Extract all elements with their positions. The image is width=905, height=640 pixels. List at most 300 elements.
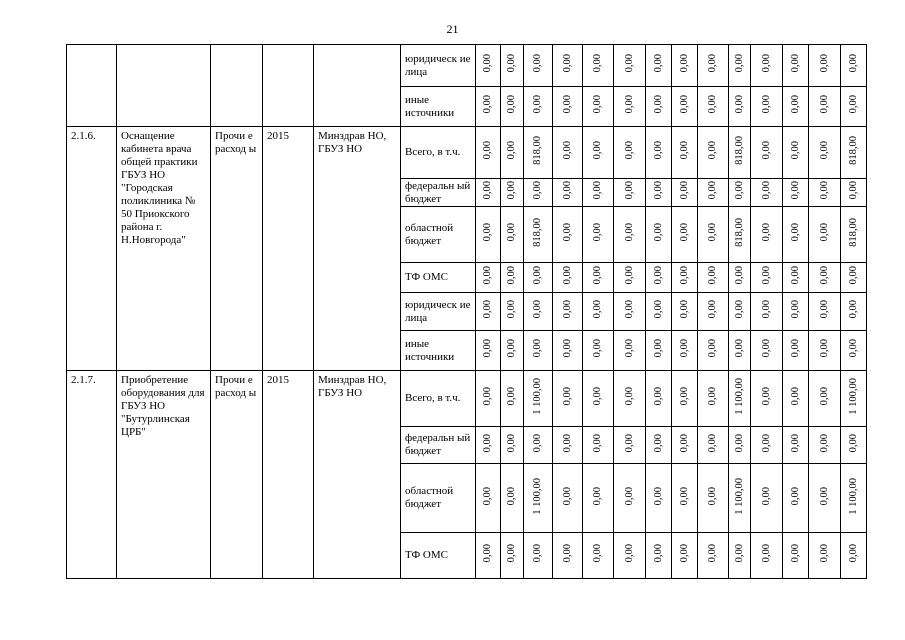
funding-source-cell: юридическ ие лица	[401, 293, 476, 331]
amount-value: 0,00	[623, 95, 635, 114]
amount-cell	[751, 207, 783, 263]
amount-cell	[614, 127, 646, 179]
amount-value: 0,00	[707, 141, 718, 160]
amount-cell	[751, 293, 783, 331]
amount-value: 0,00	[789, 486, 801, 506]
amount-cell	[729, 464, 751, 533]
amount-cell	[583, 179, 614, 207]
amount-value: 0,00	[847, 181, 859, 200]
amount-cell	[553, 293, 583, 331]
amount-cell	[841, 293, 867, 331]
amount-value: 0,00	[482, 433, 493, 453]
amount-value: 0,00	[818, 266, 830, 285]
amount-value: 0,00	[733, 54, 745, 73]
amount-cell	[646, 427, 672, 464]
amount-value: 0,00	[789, 95, 801, 114]
funding-source-cell: ТФ ОМС	[401, 263, 476, 293]
amount-value: 0,00	[707, 223, 718, 242]
amount-value: 0,00	[506, 54, 517, 73]
amount-cell	[672, 293, 698, 331]
amount-cell	[553, 533, 583, 579]
amount-value: 0,00	[760, 544, 772, 563]
amount-value: 0,00	[482, 181, 493, 200]
amount-cell	[672, 87, 698, 127]
amount-value: 0,00	[678, 141, 690, 160]
amount-value: 0,00	[592, 339, 603, 358]
amount-cell	[841, 127, 867, 179]
amount-value: 0,00	[789, 223, 801, 242]
amount-value: 0,00	[592, 433, 603, 453]
amount-value: 0,00	[652, 544, 664, 563]
amount-cell	[614, 293, 646, 331]
amount-cell	[841, 45, 867, 87]
amount-cell	[698, 263, 729, 293]
amount-cell	[614, 371, 646, 427]
amount-cell	[783, 427, 809, 464]
amount-cell	[614, 179, 646, 207]
funding-source-cell: ТФ ОМС	[401, 533, 476, 579]
amount-value: 0,00	[760, 486, 772, 506]
item-code-cell: 2.1.6.	[67, 127, 117, 371]
amount-cell	[614, 263, 646, 293]
amount-value: 0,00	[847, 339, 859, 358]
amount-cell	[809, 331, 841, 371]
amount-value: 0,00	[733, 95, 745, 114]
amount-value: 0,00	[592, 387, 603, 406]
amount-cell	[553, 263, 583, 293]
amount-value: 0,00	[561, 223, 573, 242]
amount-value: 0,00	[482, 339, 493, 358]
amount-cell	[524, 87, 553, 127]
amount-value: 0,00	[707, 339, 718, 358]
amount-cell	[783, 87, 809, 127]
amount-cell	[583, 207, 614, 263]
amount-cell	[646, 533, 672, 579]
amount-value: 0,00	[561, 387, 573, 406]
amount-cell	[672, 533, 698, 579]
amount-cell	[646, 207, 672, 263]
amount-cell	[583, 45, 614, 87]
amount-value: 0,00	[506, 266, 517, 285]
amount-value: 0,00	[561, 95, 573, 114]
amount-value: 0,00	[506, 181, 517, 200]
amount-cell	[751, 45, 783, 87]
amount-value: 0,00	[506, 387, 517, 406]
amount-value: 0,00	[592, 544, 603, 563]
amount-cell	[524, 331, 553, 371]
amount-value: 0,00	[707, 387, 718, 406]
amount-value: 0,00	[592, 95, 603, 114]
amount-value: 0,00	[652, 141, 664, 160]
amount-cell	[614, 427, 646, 464]
amount-cell	[501, 263, 524, 293]
amount-cell	[783, 45, 809, 87]
amount-cell	[553, 45, 583, 87]
amount-value: 0,00	[789, 544, 801, 563]
amount-cell	[476, 87, 501, 127]
amount-cell	[646, 293, 672, 331]
amount-value: 0,00	[482, 95, 493, 114]
amount-value: 0,00	[707, 433, 718, 453]
amount-cell	[751, 331, 783, 371]
amount-value: 818,00	[532, 218, 543, 247]
amount-value: 0,00	[652, 300, 664, 319]
amount-value: 0,00	[623, 300, 635, 319]
amount-cell	[841, 179, 867, 207]
amount-cell	[501, 371, 524, 427]
amount-value: 0,00	[592, 300, 603, 319]
table-row	[67, 127, 867, 179]
amount-value: 0,00	[652, 387, 664, 406]
amount-cell	[729, 127, 751, 179]
amount-value: 0,00	[760, 387, 772, 406]
amount-value: 0,00	[760, 95, 772, 114]
amount-value: 0,00	[532, 433, 543, 453]
amount-value: 1 100,00	[733, 378, 745, 415]
amount-cell	[476, 127, 501, 179]
amount-cell	[672, 263, 698, 293]
amount-cell	[524, 533, 553, 579]
amount-value: 1 100,00	[532, 477, 543, 515]
year-cell: 2015	[263, 371, 314, 579]
amount-cell	[698, 127, 729, 179]
amount-cell	[729, 427, 751, 464]
amount-value: 0,00	[652, 339, 664, 358]
amount-value: 0,00	[678, 339, 690, 358]
funding-source-cell: областной бюджет	[401, 207, 476, 263]
amount-value: 0,00	[623, 54, 635, 73]
table-row	[67, 45, 867, 87]
amount-value: 0,00	[707, 95, 718, 114]
amount-value: 0,00	[847, 95, 859, 114]
funding-source-cell: федеральн ый бюджет	[401, 427, 476, 464]
amount-value: 0,00	[789, 266, 801, 285]
amount-value: 0,00	[506, 544, 517, 563]
amount-cell	[841, 371, 867, 427]
amount-cell	[646, 464, 672, 533]
funding-source-cell: областной бюджет	[401, 464, 476, 533]
amount-value: 0,00	[592, 486, 603, 506]
amount-cell	[698, 533, 729, 579]
amount-cell	[751, 427, 783, 464]
amount-value: 0,00	[652, 95, 664, 114]
amount-cell	[476, 533, 501, 579]
amount-cell	[614, 45, 646, 87]
amount-value: 0,00	[707, 486, 718, 506]
amount-cell	[698, 87, 729, 127]
amount-cell	[614, 207, 646, 263]
amount-cell	[553, 427, 583, 464]
amount-cell	[476, 427, 501, 464]
amount-cell	[751, 263, 783, 293]
amount-value: 818,00	[733, 218, 745, 247]
amount-value: 0,00	[818, 223, 830, 242]
funding-source-cell: федеральн ый бюджет	[401, 179, 476, 207]
amount-cell	[583, 293, 614, 331]
funding-source-cell: Всего, в т.ч.	[401, 127, 476, 179]
amount-cell	[524, 293, 553, 331]
amount-cell	[698, 427, 729, 464]
amount-cell	[646, 127, 672, 179]
amount-cell	[501, 533, 524, 579]
amount-value: 0,00	[623, 266, 635, 285]
amount-cell	[583, 263, 614, 293]
amount-value: 0,00	[592, 223, 603, 242]
amount-cell	[476, 207, 501, 263]
amount-value: 0,00	[623, 433, 635, 453]
amount-cell	[614, 533, 646, 579]
amount-value: 0,00	[789, 181, 801, 200]
amount-value: 1 100,00	[532, 378, 543, 415]
amount-cell	[729, 179, 751, 207]
amount-value: 0,00	[592, 54, 603, 73]
amount-value: 0,00	[652, 181, 664, 200]
amount-value: 0,00	[818, 95, 830, 114]
amount-cell	[672, 207, 698, 263]
amount-value: 0,00	[760, 223, 772, 242]
funding-source-cell: юридическ ие лица	[401, 45, 476, 87]
page-number: 21	[446, 22, 459, 36]
amount-cell	[501, 331, 524, 371]
amount-value: 0,00	[789, 141, 801, 160]
amount-value: 818,00	[733, 136, 745, 165]
amount-cell	[751, 127, 783, 179]
amount-cell	[672, 179, 698, 207]
executor-cell: Минздрав НО, ГБУЗ НО	[314, 127, 401, 371]
amount-value: 0,00	[652, 486, 664, 506]
amount-cell	[476, 45, 501, 87]
amount-cell	[841, 331, 867, 371]
amount-value: 0,00	[532, 544, 543, 563]
amount-cell	[698, 464, 729, 533]
executor-cell	[314, 45, 401, 127]
amount-cell	[809, 127, 841, 179]
amount-cell	[501, 293, 524, 331]
amount-cell	[783, 371, 809, 427]
amount-value: 0,00	[760, 266, 772, 285]
amount-value: 0,00	[678, 300, 690, 319]
amount-value: 0,00	[561, 486, 573, 506]
amount-cell	[501, 87, 524, 127]
amount-value: 818,00	[847, 136, 859, 165]
amount-value: 0,00	[678, 223, 690, 242]
amount-cell	[809, 427, 841, 464]
amount-cell	[751, 371, 783, 427]
amount-value: 0,00	[760, 300, 772, 319]
amount-value: 0,00	[506, 433, 517, 453]
amount-cell	[809, 45, 841, 87]
amount-value: 0,00	[789, 387, 801, 406]
amount-cell	[783, 533, 809, 579]
amount-cell	[841, 427, 867, 464]
amount-value: 818,00	[847, 218, 859, 247]
amount-value: 0,00	[506, 339, 517, 358]
amount-cell	[672, 371, 698, 427]
amount-value: 0,00	[818, 300, 830, 319]
amount-value: 0,00	[678, 387, 690, 406]
amount-cell	[698, 207, 729, 263]
amount-cell	[614, 87, 646, 127]
amount-cell	[646, 179, 672, 207]
amount-value: 0,00	[789, 54, 801, 73]
amount-value: 0,00	[678, 433, 690, 453]
amount-cell	[751, 179, 783, 207]
amount-cell	[501, 127, 524, 179]
amount-cell	[553, 371, 583, 427]
amount-cell	[729, 263, 751, 293]
year-cell: 2015	[263, 127, 314, 371]
amount-cell	[698, 45, 729, 87]
amount-value: 0,00	[847, 266, 859, 285]
amount-cell	[646, 331, 672, 371]
amount-value: 0,00	[561, 181, 573, 200]
amount-cell	[501, 179, 524, 207]
amount-cell	[476, 331, 501, 371]
amount-value: 0,00	[760, 433, 772, 453]
amount-value: 0,00	[789, 433, 801, 453]
amount-value: 0,00	[733, 181, 745, 200]
amount-cell	[809, 371, 841, 427]
amount-cell	[698, 179, 729, 207]
amount-value: 0,00	[652, 54, 664, 73]
amount-cell	[583, 87, 614, 127]
amount-value: 0,00	[482, 266, 493, 285]
amount-value: 0,00	[678, 544, 690, 563]
cost-type-cell	[211, 45, 263, 127]
amount-value: 0,00	[482, 300, 493, 319]
amount-value: 0,00	[733, 300, 745, 319]
amount-value: 0,00	[482, 54, 493, 73]
amount-cell	[751, 464, 783, 533]
amount-cell	[524, 427, 553, 464]
amount-value: 0,00	[760, 181, 772, 200]
amount-value: 0,00	[561, 266, 573, 285]
amount-cell	[809, 293, 841, 331]
amount-cell	[476, 371, 501, 427]
amount-value: 0,00	[506, 486, 517, 506]
amount-value: 0,00	[818, 433, 830, 453]
amount-value: 0,00	[818, 544, 830, 563]
amount-value: 0,00	[678, 95, 690, 114]
amount-value: 0,00	[561, 544, 573, 563]
amount-value: 0,00	[789, 339, 801, 358]
amount-cell	[672, 427, 698, 464]
amount-cell	[841, 533, 867, 579]
amount-value: 0,00	[707, 266, 718, 285]
amount-value: 0,00	[760, 54, 772, 73]
amount-cell	[524, 464, 553, 533]
amount-value: 818,00	[532, 136, 543, 165]
amount-value: 0,00	[532, 95, 543, 114]
amount-value: 0,00	[707, 181, 718, 200]
amount-value: 0,00	[482, 141, 493, 160]
amount-cell	[553, 179, 583, 207]
year-cell	[263, 45, 314, 127]
amount-value: 0,00	[733, 433, 745, 453]
amount-value: 0,00	[592, 141, 603, 160]
amount-cell	[729, 533, 751, 579]
amount-value: 0,00	[707, 300, 718, 319]
funding-source-cell: иные источники	[401, 331, 476, 371]
amount-value: 0,00	[506, 95, 517, 114]
budget-table	[66, 44, 867, 579]
item-code-cell: 2.1.7.	[67, 371, 117, 579]
amount-value: 0,00	[789, 300, 801, 319]
amount-cell	[672, 331, 698, 371]
amount-value: 0,00	[733, 339, 745, 358]
amount-cell	[698, 331, 729, 371]
amount-cell	[783, 263, 809, 293]
amount-cell	[646, 371, 672, 427]
amount-value: 0,00	[760, 141, 772, 160]
amount-value: 0,00	[623, 387, 635, 406]
amount-cell	[783, 179, 809, 207]
amount-cell	[729, 371, 751, 427]
amount-cell	[841, 263, 867, 293]
amount-cell	[476, 293, 501, 331]
amount-value: 1 100,00	[847, 477, 859, 515]
amount-cell	[501, 464, 524, 533]
amount-value: 1 100,00	[733, 477, 745, 515]
amount-cell	[841, 464, 867, 533]
amount-value: 0,00	[623, 486, 635, 506]
amount-cell	[698, 371, 729, 427]
amount-cell	[783, 127, 809, 179]
amount-value: 0,00	[561, 300, 573, 319]
amount-value: 0,00	[561, 54, 573, 73]
amount-value: 0,00	[506, 223, 517, 242]
amount-cell	[583, 331, 614, 371]
amount-cell	[809, 87, 841, 127]
amount-value: 0,00	[818, 387, 830, 406]
amount-cell	[524, 371, 553, 427]
amount-cell	[583, 127, 614, 179]
amount-value: 0,00	[623, 544, 635, 563]
amount-cell	[841, 207, 867, 263]
amount-cell	[501, 427, 524, 464]
item-name-cell: Приобретение оборудования для ГБУЗ НО "Бутурлинская ЦРБ"	[117, 371, 211, 579]
amount-value: 0,00	[678, 181, 690, 200]
amount-cell	[809, 464, 841, 533]
amount-cell	[553, 464, 583, 533]
amount-value: 0,00	[482, 223, 493, 242]
amount-value: 0,00	[532, 339, 543, 358]
amount-cell	[553, 207, 583, 263]
amount-cell	[583, 533, 614, 579]
amount-cell	[783, 207, 809, 263]
amount-cell	[524, 45, 553, 87]
item-name-cell: Оснащение кабинета врача общей практики ГБУЗ НО "Городская поликлиника № 50 Приокского района г. Н.Новгорода"	[117, 127, 211, 371]
funding-source-cell: иные источники	[401, 87, 476, 127]
amount-cell	[751, 533, 783, 579]
amount-value: 0,00	[561, 339, 573, 358]
amount-cell	[729, 207, 751, 263]
funding-source-cell: Всего, в т.ч.	[401, 371, 476, 427]
amount-value: 0,00	[532, 266, 543, 285]
amount-value: 0,00	[623, 181, 635, 200]
item-name-cell	[117, 45, 211, 127]
amount-cell	[729, 87, 751, 127]
amount-cell	[729, 45, 751, 87]
amount-cell	[614, 331, 646, 371]
amount-value: 0,00	[818, 339, 830, 358]
amount-value: 0,00	[733, 266, 745, 285]
amount-value: 0,00	[652, 223, 664, 242]
amount-cell	[614, 464, 646, 533]
amount-cell	[476, 179, 501, 207]
amount-cell	[809, 207, 841, 263]
amount-cell	[809, 179, 841, 207]
